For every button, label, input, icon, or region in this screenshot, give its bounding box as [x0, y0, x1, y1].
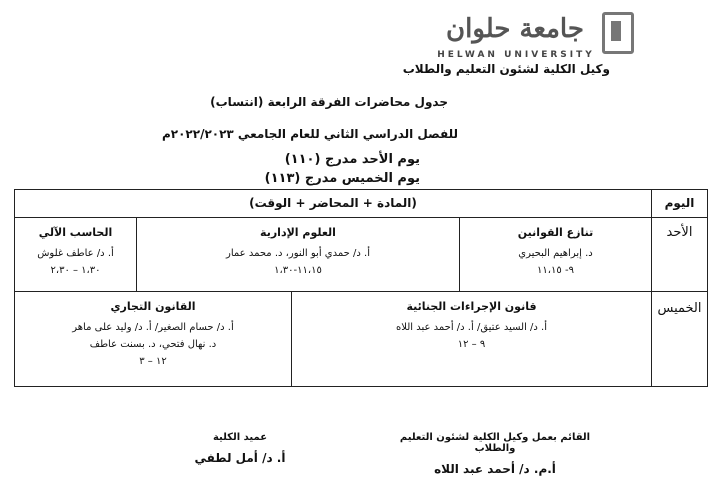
signature-name: أ. د/ أمل لطفي: [194, 451, 286, 465]
header-main: (المادة + المحاضر + الوقت): [249, 196, 417, 210]
schedule-title: جدول محاضرات الفرقة الرابعة (انتساب): [210, 95, 448, 109]
day-sunday: الأحد: [666, 225, 693, 240]
sunday-cell-2: [137, 224, 459, 279]
day-thursday: الخميس: [657, 301, 702, 316]
thursday-cell-1: [292, 298, 651, 353]
subject: تنازع القوانين: [517, 226, 594, 239]
lecturer-2: د. نهال فتحي، د. بسنت عاطف: [89, 339, 217, 350]
lecturer: د. إبراهيم البحيري: [518, 248, 593, 259]
subject: الحاسب الآلي: [38, 226, 113, 239]
thursday-hall: يوم الخميس مدرج (١١٣): [264, 171, 420, 186]
signature-vice-dean: [380, 432, 610, 476]
lecturer: أ. د/ السيد عتيق/ أ. د/ أحمد عبد اللاه: [396, 322, 547, 333]
subject: العلوم الإدارية: [260, 226, 336, 239]
sunday-hall: يوم الأحد مدرج (١١٠): [284, 152, 420, 167]
grid-line: [15, 291, 707, 292]
lecturer: أ. د/ حمدي أبو النور، د. محمد عمار: [226, 248, 370, 259]
thursday-cell-2: [15, 298, 291, 370]
time: ١٢ – ٣: [139, 356, 167, 367]
sunday-cell-3: [15, 224, 136, 279]
time: ٩- ١١،١٥: [537, 265, 574, 276]
lecturer: أ. د/ عاطف غلوش: [37, 248, 114, 259]
time: ١١،١٥-١،٣٠: [274, 265, 322, 276]
office-title: وكيل الكلية لشئون التعليم والطلاب: [402, 62, 610, 76]
time: ٩ – ١٢: [457, 339, 486, 350]
lecturer: أ. د/ حسام الصغير/ أ. د/ وليد على ماهر: [72, 322, 234, 333]
signature-title: عميد الكلية: [212, 432, 268, 443]
header-day: اليوم: [664, 196, 695, 210]
signature-name: أ.م. د/ أحمد عبد اللاه: [434, 462, 556, 476]
logo-subtitle: HELWAN UNIVERSITY: [437, 50, 595, 60]
subject: القانون التجاري: [110, 300, 196, 313]
schedule-table: [14, 189, 708, 387]
time: ١،٣٠ – ٢،٣٠: [50, 265, 101, 276]
logo-emblem-icon: [602, 12, 634, 54]
grid-line: [651, 190, 652, 386]
grid-line: [15, 217, 707, 218]
logo-wordmark: جامعة حلوان: [446, 14, 584, 44]
signature-dean: [150, 432, 330, 465]
term-line: للفصل الدراسي الثاني للعام الجامعي ٢٠٢٢/٢٠٢٣م: [161, 127, 458, 141]
sunday-cell-1: [460, 224, 651, 279]
signature-title: القائم بعمل وكيل الكلية لشئون التعليم والطلاب: [399, 432, 591, 454]
subject: قانون الإجراءات الجنائية: [406, 300, 537, 313]
university-logo: [420, 8, 620, 68]
